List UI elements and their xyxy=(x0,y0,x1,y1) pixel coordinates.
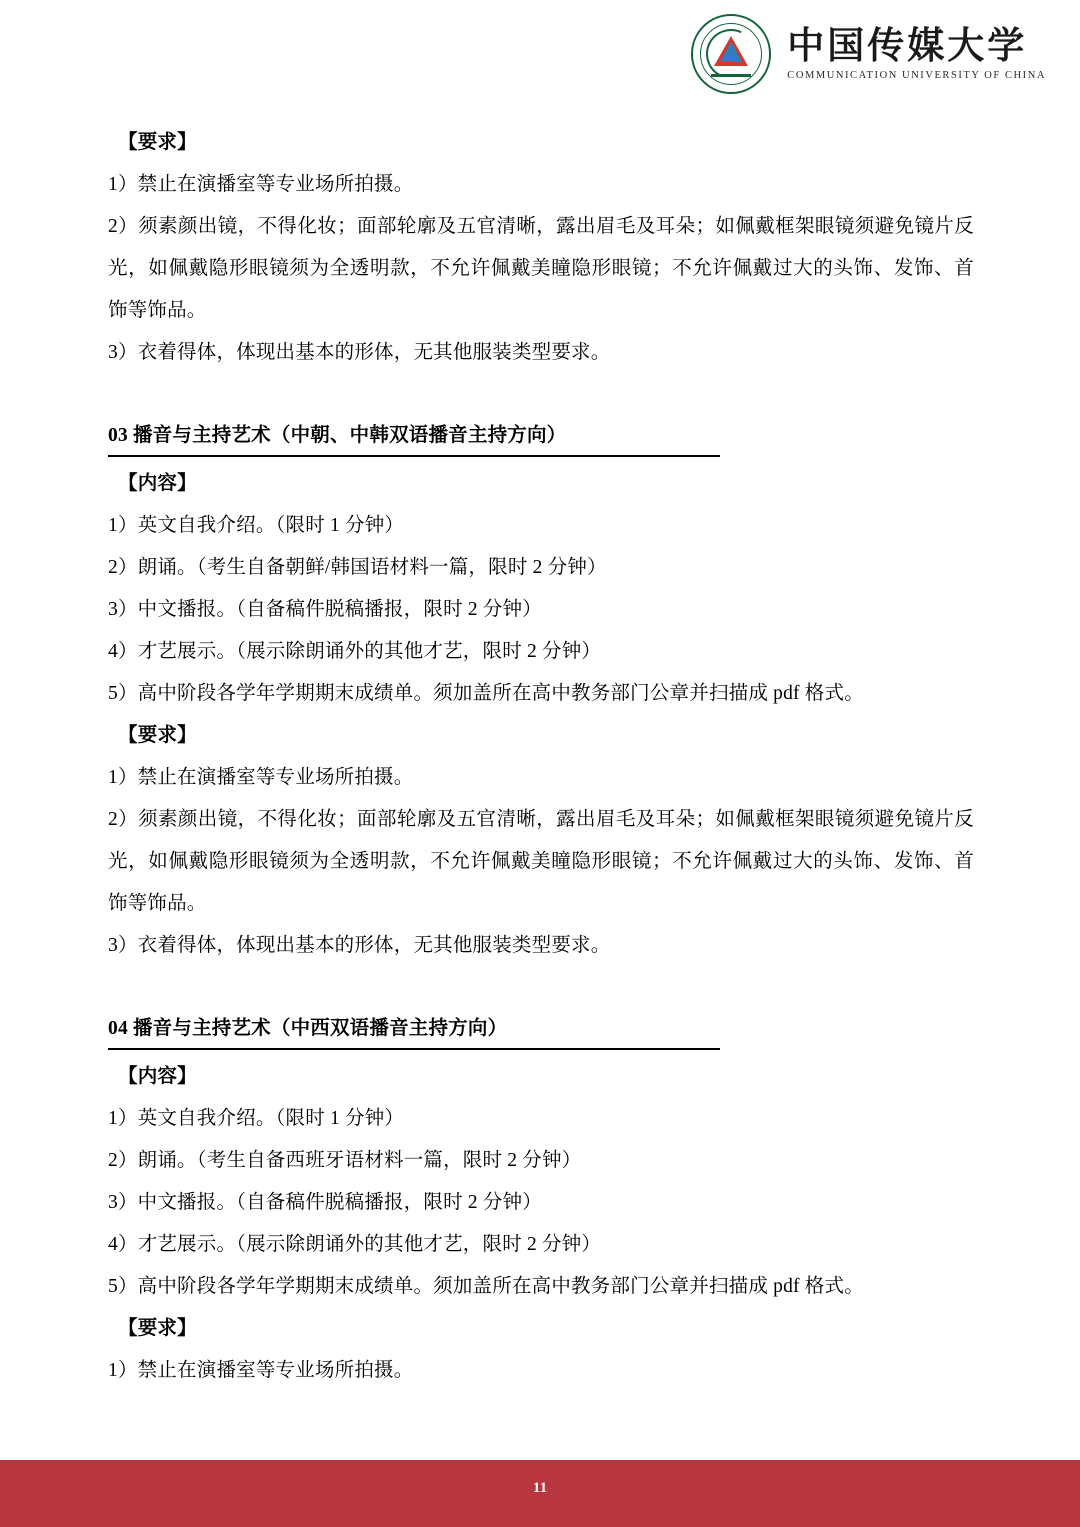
document-header xyxy=(691,14,1046,94)
section-label-requirements-03: 【要求】 xyxy=(118,725,197,746)
list-item: 3）中文播报。（自备稿件脱稿播报，限时 2 分钟） xyxy=(108,1192,543,1213)
section-label-content-04: 【内容】 xyxy=(118,1066,197,1087)
list-item: 1）禁止在演播室等专业场所拍摄。 xyxy=(108,1360,414,1381)
document-body xyxy=(108,122,974,1392)
section-label-content-03: 【内容】 xyxy=(118,473,197,494)
list-item: 4）才艺展示。（展示除朗诵外的其他才艺，限时 2 分钟） xyxy=(108,1234,602,1255)
university-name-cn: 中国传媒大学 xyxy=(787,25,1028,67)
list-item: 1）禁止在演播室等专业场所拍摄。 xyxy=(108,174,414,195)
section-heading-04: 04 播音与主持艺术（中西双语播音主持方向） xyxy=(108,1013,720,1050)
list-item: 1）英文自我介绍。（限时 1 分钟） xyxy=(108,515,405,536)
list-item: 5）高中阶段各学年学期期末成绩单。须加盖所在高中教务部门公章并扫描成 pdf 格式。 xyxy=(108,1276,864,1297)
cuc-emblem-icon xyxy=(691,14,771,94)
list-item: 2）朗诵。（考生自备朝鲜/韩国语材料一篇，限时 2 分钟） xyxy=(108,557,607,578)
list-item: 2）朗诵。（考生自备西班牙语材料一篇，限时 2 分钟） xyxy=(108,1150,582,1171)
list-item: 3）中文播报。（自备稿件脱稿播报，限时 2 分钟） xyxy=(108,599,543,620)
list-item: 3）衣着得体，体现出基本的形体，无其他服装类型要求。 xyxy=(108,342,611,363)
section-heading-03: 03 播音与主持艺术（中朝、中韩双语播音主持方向） xyxy=(108,420,720,457)
list-item: 1）禁止在演播室等专业场所拍摄。 xyxy=(108,767,414,788)
section-label-requirements-04: 【要求】 xyxy=(118,1318,197,1339)
list-item: 1）英文自我介绍。（限时 1 分钟） xyxy=(108,1108,405,1129)
university-wordmark xyxy=(787,27,1046,82)
page-number: 11 xyxy=(532,1480,548,1496)
section-label-requirements-1: 【要求】 xyxy=(118,132,197,153)
list-item: 2）须素颜出镜，不得化妆；面部轮廓及五官清晰，露出眉毛及耳朵；如佩戴框架眼镜须避免镜片反光，如佩戴隐形眼镜须为全透明款，不允许佩戴美瞳隐形眼镜；不允许佩戴过大的头饰、发饰、首饰等饰品。 xyxy=(108,216,974,321)
university-name-en: COMMUNICATION UNIVERSITY OF CHINA xyxy=(787,70,1046,82)
list-item: 5）高中阶段各学年学期期末成绩单。须加盖所在高中教务部门公章并扫描成 pdf 格式。 xyxy=(108,683,864,704)
list-item: 2）须素颜出镜，不得化妆；面部轮廓及五官清晰，露出眉毛及耳朵；如佩戴框架眼镜须避免镜片反光，如佩戴隐形眼镜须为全透明款，不允许佩戴美瞳隐形眼镜；不允许佩戴过大的头饰、发饰、首饰等饰品。 xyxy=(108,809,974,914)
list-item: 3）衣着得体，体现出基本的形体，无其他服装类型要求。 xyxy=(108,935,611,956)
list-item: 4）才艺展示。（展示除朗诵外的其他才艺，限时 2 分钟） xyxy=(108,641,602,662)
